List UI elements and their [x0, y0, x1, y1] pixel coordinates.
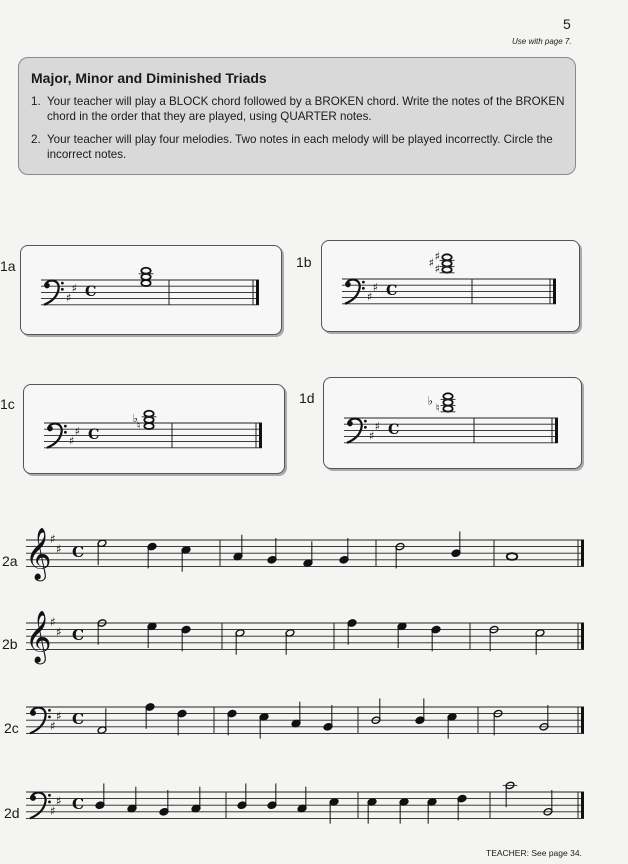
sharp-icon: ♯ [71, 282, 77, 296]
sharp-icon: ♯ [50, 718, 56, 733]
ex-label-2a: 2a [2, 553, 18, 569]
common-time-icon: C [85, 284, 97, 301]
sharp-icon: ♯ [55, 793, 62, 808]
ex-label-1d: 1d [299, 390, 315, 406]
sharp-icon: ♯ [55, 624, 62, 639]
ex-label-1a: 1a [0, 258, 16, 274]
common-time-icon: C [72, 710, 85, 729]
common-time-icon: C [72, 543, 85, 562]
flat-icon: ♭ [427, 394, 433, 408]
sharp-icon: ♯ [434, 262, 441, 276]
final-barline [581, 623, 584, 649]
bass-clef-dot [48, 709, 51, 712]
sharp-icon: ♯ [434, 250, 441, 264]
sharp-icon: ♯ [50, 803, 56, 818]
common-time-icon: C [388, 422, 400, 439]
sharp-icon: ♯ [369, 429, 375, 443]
final-barline [581, 540, 584, 566]
ex-label-1c: 1c [0, 396, 15, 412]
box-title: Major, Minor and Diminished Triads [31, 70, 267, 86]
sharp-icon: ♯ [50, 531, 56, 546]
sharp-icon: ♯ [374, 420, 380, 434]
sharp-icon: ♯ [367, 290, 373, 304]
sharp-icon: ♯ [55, 541, 62, 556]
bass-clef-dot [48, 794, 51, 797]
treble-clef-icon: 𝄞 [25, 526, 52, 580]
treble-clef-icon: 𝄞 [25, 609, 52, 663]
flat-icon: ♭ [132, 412, 138, 426]
page-number: 5 [563, 16, 571, 32]
instructions-box: Major, Minor and Diminished Triads 1. Your teacher will play a BLOCK chord followed by a BROKEN chord. Write the notes of the BROKEN chord in the order that they are played, using QUARTER notes. 2. Your teacher will play four melodies. Two notes in each melody will be played incorrectly. Circle the incorrect notes. [18, 57, 576, 175]
ex-label-2c: 2c [4, 720, 19, 736]
final-barline [581, 792, 584, 818]
natural-icon: ♮ [136, 418, 141, 432]
sharp-icon: ♯ [69, 434, 75, 448]
common-time-icon: C [72, 626, 85, 645]
bass-clef-dot [30, 710, 36, 716]
use-with-note: Use with page 7. [512, 37, 572, 46]
common-time-icon: C [386, 283, 398, 300]
sharp-icon: ♯ [372, 281, 378, 295]
common-time-icon: C [88, 427, 100, 444]
whole-note [507, 553, 518, 560]
sharp-icon: ♯ [50, 614, 56, 629]
sharp-icon: ♯ [55, 708, 62, 723]
sharp-icon: ♯ [74, 425, 80, 439]
sharp-icon: ♯ [66, 291, 72, 305]
sharp-icon: ♯ [428, 256, 435, 270]
ex-label-2b: 2b [2, 636, 18, 652]
footer-note: TEACHER: See page 34. [486, 848, 582, 858]
common-time-icon: C [72, 795, 85, 814]
natural-icon: ♮ [435, 401, 440, 415]
ex-label-1b: 1b [296, 254, 312, 270]
ex-label-2d: 2d [4, 805, 20, 821]
bass-clef-dot [30, 795, 36, 801]
final-barline [581, 707, 584, 733]
